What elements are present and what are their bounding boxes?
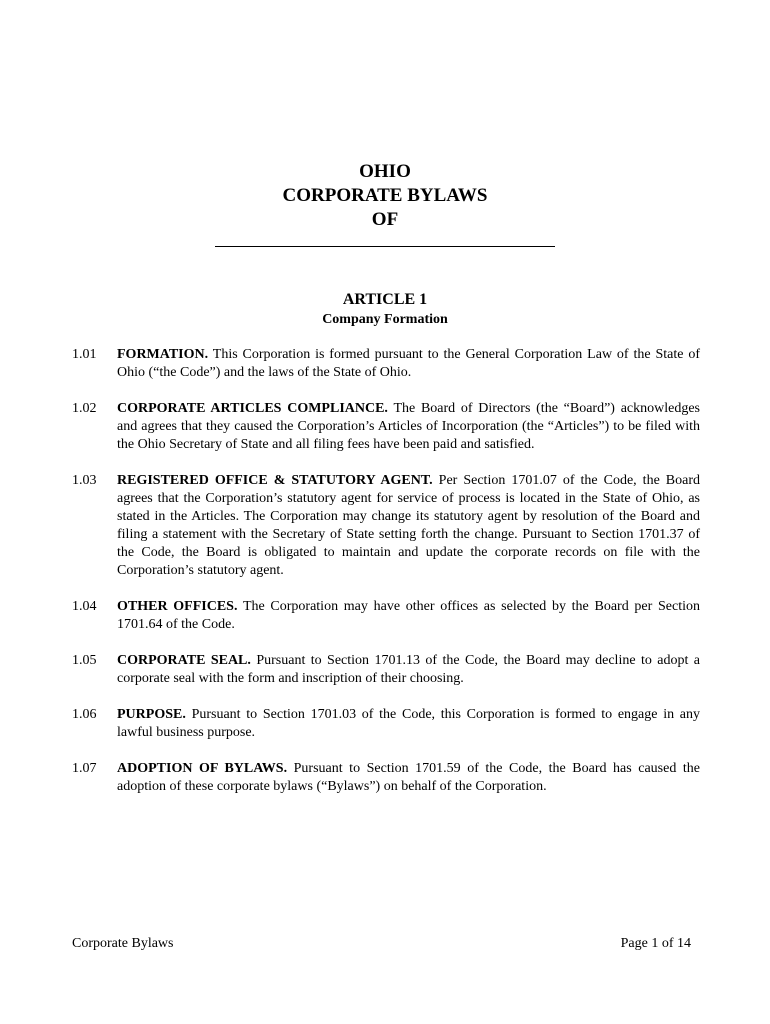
section-text: The Board of Directors (the “Board”) acknowledges and agrees that they caused the Corporation’s Articles of Incorporation (the “Articles”) to be filed with the Ohio Secretary of State and all filing fees have been paid and satisfied. [117, 401, 701, 452]
section-body [117, 400, 700, 454]
section-1-06 [0, 706, 770, 742]
section-heading: FORMATION. [117, 347, 209, 362]
title-state: OHIO [359, 161, 411, 182]
section-text: This Corporation is formed pursuant to the General Corporation Law of the State of Ohio (“the Code”) and the laws of the State of Ohio. [117, 347, 701, 380]
section-1-01 [0, 346, 770, 382]
section-text: Pursuant to Section 1701.03 of the Code, this Corporation is formed to engage in any lawful business purpose. [117, 707, 701, 740]
section-1-05 [0, 652, 770, 688]
section-heading: OTHER OFFICES. [117, 599, 238, 614]
section-number: 1.07 [72, 761, 97, 776]
section-text: The Corporation may have other offices as selected by the Board per Section 1701.64 of the Code. [117, 599, 700, 632]
company-name-blank-line [215, 246, 555, 247]
article-heading: ARTICLE 1 [342, 291, 428, 308]
section-number: 1.01 [72, 347, 97, 362]
footer-document-name: Corporate Bylaws [72, 936, 174, 951]
section-body [117, 706, 700, 742]
section-body [117, 346, 700, 382]
section-body [117, 598, 700, 634]
section-body [117, 472, 700, 580]
section-text: Per Section 1701.07 of the Code, the Board agrees that the Corporation’s statutory agent for service of process is located in the State of Ohio, as stated in the Articles. The Corporation may change its statutory agent by resolution of the Board and filing a statement with the Secretary of State setting forth the change. Pursuant to Section 1701.37 of the Code, the Board is obligated to maintain and update the corporate records on file with the Corporation’s statutory agent. [117, 473, 701, 578]
section-number: 1.05 [72, 653, 97, 668]
sections-list [0, 346, 770, 814]
article-subheading: Company Formation [322, 312, 448, 327]
section-heading: CORPORATE SEAL. [117, 653, 251, 668]
section-1-07 [0, 760, 770, 796]
section-number: 1.06 [72, 707, 97, 722]
section-number: 1.02 [72, 401, 97, 416]
section-text: Pursuant to Section 1701.13 of the Code, the Board may decline to adopt a corporate seal with the form and inscription of their choosing. [117, 653, 701, 686]
section-body [117, 652, 700, 688]
section-1-04 [0, 598, 770, 634]
section-1-03 [0, 472, 770, 580]
section-heading: REGISTERED OFFICE & STATUTORY AGENT. [117, 473, 433, 488]
title-document-type: CORPORATE BYLAWS [282, 185, 488, 206]
section-text: Pursuant to Section 1701.59 of the Code, the Board has caused the adoption of these corporate bylaws (“Bylaws”) on behalf of the Corporation. [117, 761, 700, 794]
section-1-02 [0, 400, 770, 454]
section-number: 1.03 [72, 473, 97, 488]
section-heading: PURPOSE. [117, 707, 186, 722]
title-of: OF [371, 209, 399, 230]
section-body [117, 760, 700, 796]
document-title [0, 160, 770, 247]
section-heading: ADOPTION OF BYLAWS. [117, 761, 288, 776]
section-heading: CORPORATE ARTICLES COMPLIANCE. [117, 401, 388, 416]
section-number: 1.04 [72, 599, 97, 614]
footer-page-number: Page 1 of 14 [620, 936, 691, 951]
